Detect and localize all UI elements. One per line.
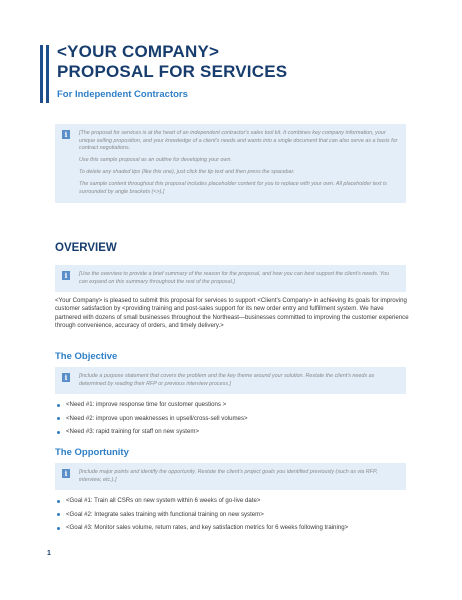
proposal-title[interactable]: PROPOSAL FOR SERVICES: [57, 62, 288, 81]
goal-text: <Goal #2: Integrate sales training with functional training on new system>: [66, 510, 264, 518]
info-icon: i: [62, 130, 70, 139]
need-text: <Need #1: improve response time for customer questions >: [66, 401, 227, 408]
needs-list: [55, 401, 411, 442]
opportunity-heading[interactable]: The Opportunity: [55, 447, 129, 458]
list-item[interactable]: [55, 497, 411, 505]
objective-heading[interactable]: The Objective: [55, 351, 118, 362]
document-subtitle[interactable]: For Independent Contractors: [57, 89, 188, 100]
tip-paragraph[interactable]: [Include a purpose statement that covers the problem and the key theme around your solution. Restate the client's needs as determined by reading their RFP or previous interview process.]: [79, 373, 375, 387]
company-name[interactable]: <YOUR COMPANY>: [57, 42, 220, 61]
need-text: <Need #3: rapid training for staff on new system>: [66, 428, 200, 435]
tip-paragraph[interactable]: Use this sample proposal as an outline for developing your own.: [79, 157, 232, 164]
page-number: 1: [47, 550, 51, 557]
bullet-dot-icon: [57, 513, 60, 516]
info-icon: i: [62, 373, 70, 382]
header-accent-bar: [46, 45, 49, 103]
info-icon: i: [62, 469, 70, 478]
bullet-dot-icon: [57, 527, 60, 530]
bullet-dot-icon: [57, 404, 60, 407]
opportunity-tip-box[interactable]: [55, 463, 406, 490]
need-text: <Need #2: improve upon weaknesses in upsell/cross-sell volumes>: [66, 414, 248, 422]
overview-body[interactable]: <Your Company> is pleased to submit this proposal for services to support <Client's Company> in achieving its goals for improving customer satisfaction by <providing training and post-sales support for its new order entry and fulfillment system. We have partnered with dozens of small businesses throughout the Northeast—businesses committed to improving the customer experience through convenience, accuracy of orders, and timely delivery.>: [55, 297, 409, 330]
overview-tip-box[interactable]: [55, 265, 406, 292]
list-item[interactable]: [55, 415, 411, 423]
intro-tip-box[interactable]: [55, 124, 406, 203]
list-item[interactable]: [55, 511, 411, 519]
tip-paragraph[interactable]: [Include major points and identify the opportunity. Restate the client's project goals you identified previously (such as via RFP, interview, etc.).]: [79, 469, 378, 483]
bullet-dot-icon: [57, 431, 60, 434]
tip-paragraph[interactable]: To delete any shaded tips (like this one), just click the tip text and then press the spacebar.: [79, 169, 295, 176]
goal-text: <Goal #1: Train all CSRs on new system within 6 weeks of go-live date>: [66, 497, 261, 504]
overview-heading[interactable]: OVERVIEW: [55, 242, 117, 254]
tip-paragraph[interactable]: [Use the overview to provide a brief summary of the reason for the proposal, and how you can best support the client's needs. You can expand on this summary throughout the rest of the proposal.]: [79, 271, 390, 285]
list-item[interactable]: [55, 428, 411, 436]
tip-paragraph[interactable]: [The proposal for services is at the heart of an independent contractor's sales tool kit. It combines key company information, your unique selling proposition, and your knowledge of a client's needs and wants into a single document that can also serve as a basis for contract negotiations.: [79, 130, 398, 152]
objective-tip-box[interactable]: [55, 367, 406, 394]
document-title: [57, 42, 287, 82]
bullet-dot-icon: [57, 417, 60, 420]
tip-paragraph[interactable]: The sample content throughout this proposal includes placeholder content for you to replace with your own. All placeholder text is surrounded by angle brackets (<>).]: [79, 181, 387, 196]
goals-list: [55, 497, 411, 538]
info-icon: i: [62, 271, 70, 280]
header-accent-bar: [40, 45, 43, 103]
bullet-dot-icon: [57, 500, 60, 503]
list-item[interactable]: [55, 401, 411, 409]
goal-text: <Goal #3: Monitor sales volume, return rates, and key satisfaction metrics for 6 weeks following training>: [66, 524, 349, 531]
list-item[interactable]: [55, 524, 411, 532]
